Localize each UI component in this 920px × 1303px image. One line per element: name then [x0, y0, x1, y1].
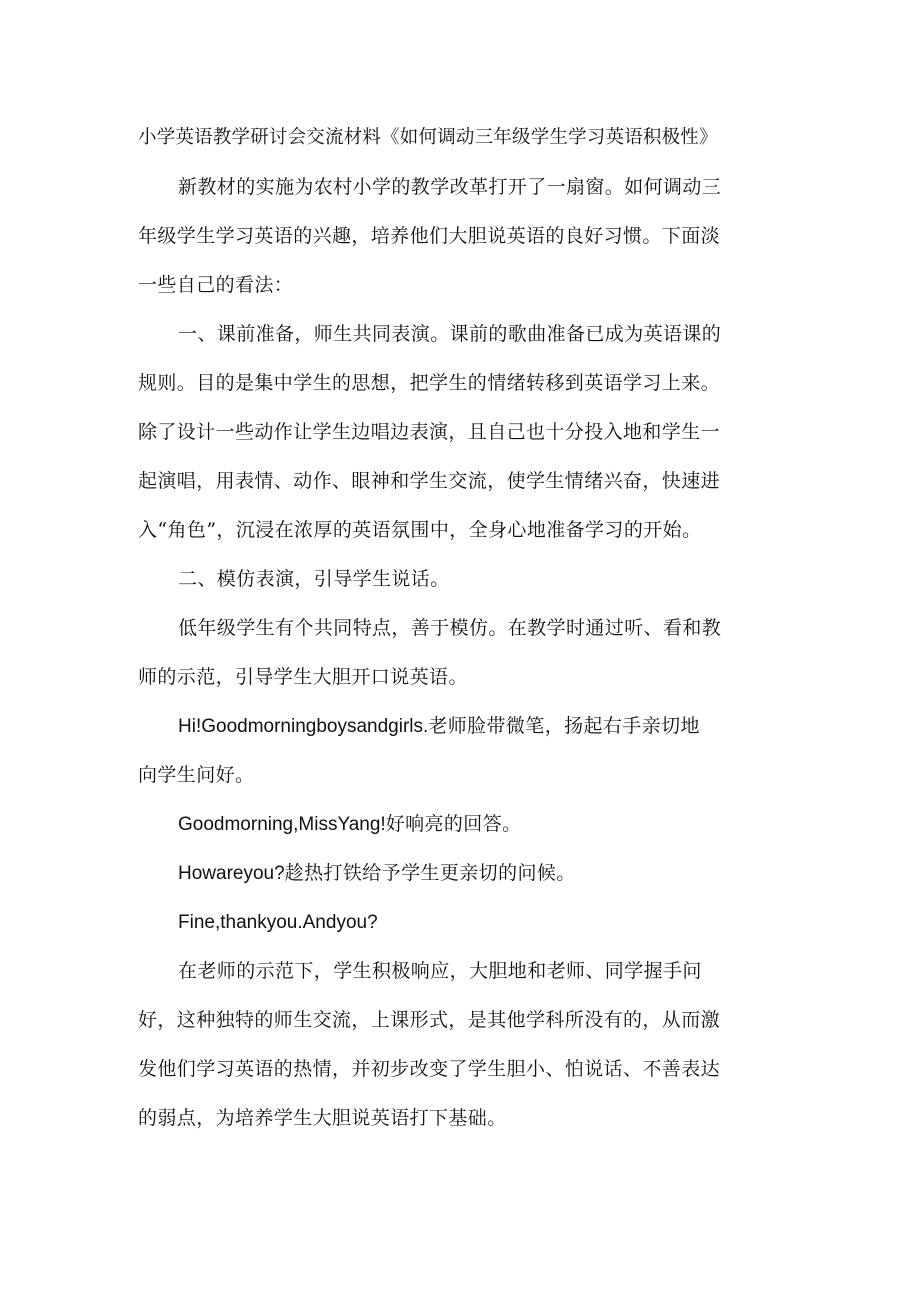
dialogue-description: 趁热打铁给予学生更亲切的问候。: [284, 862, 576, 884]
paragraph-line: 入“角色”，沉浸在浓厚的英语氛围中，全身心地准备学习的开始。: [138, 519, 702, 541]
paragraph-line: 一、课前准备，师生共同表演。课前的歌曲准备已成为英语课的: [178, 323, 722, 345]
english-dialogue: Hi!Goodmorningboysandgirls.: [178, 716, 429, 737]
english-dialogue: Goodmorning,MissYang!: [178, 814, 386, 835]
dialogue-line: [178, 861, 576, 886]
paragraph-line: 起演唱，用表情、动作、眼神和学生交流，使学生情绪兴奋，快速进: [138, 470, 721, 492]
paragraph-line: 发他们学习英语的热情，并初步改变了学生胆小、怕说话、不善表达: [138, 1058, 721, 1080]
paragraph-line: 师的示范，引导学生大胆开口说英语。: [138, 666, 468, 688]
paragraph-line: 新教材的实施为农村小学的教学改革打开了一扇窗。如何调动三: [178, 176, 722, 198]
dialogue-line: [178, 714, 700, 739]
dialogue-line: [178, 812, 522, 837]
paragraph-line: 的弱点，为培养学生大胆说英语打下基础。: [138, 1107, 507, 1129]
section-heading: 二、模仿表演，引导学生说话。: [178, 568, 450, 590]
paragraph-line: 好，这种独特的师生交流，上课形式，是其他学科所没有的，从而激: [138, 1009, 721, 1031]
paragraph-line: 在老师的示范下，学生积极响应，大胆地和老师、同学握手问: [178, 960, 702, 982]
paragraph-line: 向学生问好。: [138, 764, 255, 786]
paragraph-line: 除了设计一些动作让学生边唱边表演，且自己也十分投入地和学生一: [138, 421, 721, 443]
dialogue-line: [178, 910, 378, 935]
paragraph-line: 年级学生学习英语的兴趣，培养他们大胆说英语的良好习惯。下面淡: [138, 225, 721, 247]
paragraph-line: 低年级学生有个共同特点，善于模仿。在教学时通过听、看和教: [178, 617, 722, 639]
english-dialogue: Howareyou?: [178, 863, 285, 884]
english-dialogue: Fine,thankyou.Andyou?: [178, 912, 378, 933]
dialogue-description: 好响亮的回答。: [385, 813, 522, 835]
dialogue-description: 老师脸带微笔，扬起右手亲切地: [428, 715, 700, 737]
paragraph-line: 规则。目的是集中学生的思想，把学生的情绪转移到英语学习上来。: [138, 372, 721, 394]
document-title: 小学英语教学研讨会交流材料《如何调动三年级学生学习英语积极性》: [138, 127, 718, 148]
paragraph-line: 一些自己的看法：: [138, 274, 294, 296]
